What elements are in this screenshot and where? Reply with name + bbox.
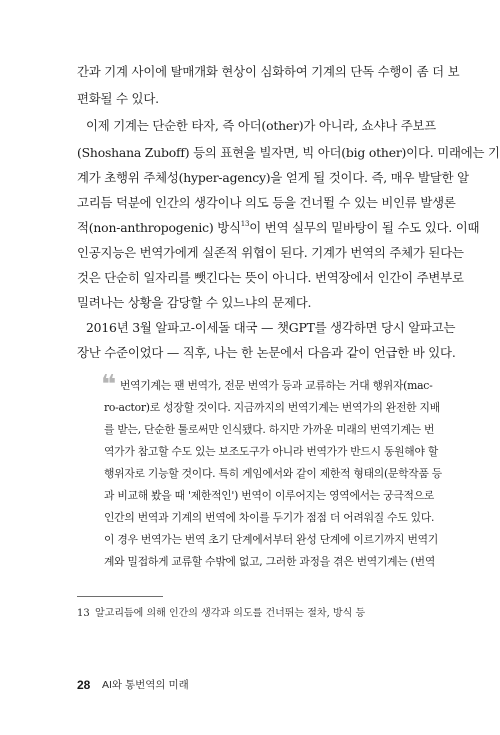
quote-line: 이 경우 번역가는 번역 초기 단계에서부터 완성 단계에 이르기까지 번역기 [104, 533, 439, 546]
body-line: (Shoshana Zuboff) 등의 표현을 빌자면, 빅 아더(big other)이다. 미래에는 기 [77, 145, 500, 160]
quote-line: 계와 밀접하게 교류할 수밖에 없고, 그러한 과정을 겪은 번역기계는 (번역 [104, 555, 435, 568]
quote-line: 번역기계는 팬 번역가, 전문 번역가 등과 교류하는 거대 행위자(mac- [120, 379, 433, 392]
running-title: AI와 통번역의 미래 [102, 679, 189, 691]
quote-line: 역가가 참고할 수도 있는 보조도구가 아니라 번역가가 반드시 동원해야 할 [104, 445, 439, 458]
quote-line: 를 받는, 단순한 툴로써만 인식됐다. 하지만 가까운 미래의 번역기계는 번 [104, 423, 435, 436]
body-line: 2016년 3월 알파고-이세돌 대국 — 챗GPT를 생각하면 당시 알파고는 [86, 320, 456, 335]
body-line: 편화될 수 있다. [77, 91, 159, 106]
body-line: 간과 기계 사이에 탈매개화 현상이 심화하여 기계의 단독 수행이 좀 더 보 [77, 64, 460, 79]
body-line: 것은 단순히 일자리를 뺏긴다는 뜻이 아니다. 번역장에서 인간이 주변부로 [77, 270, 464, 285]
quote-line: ro-actor)로 성장할 것이다. 지금까지의 번역기계는 번역가의 완전한 지배 [104, 401, 440, 414]
body-line-text: 이 번역 실무의 밑바탕이 될 수도 있다. 이때 [249, 220, 480, 235]
quote-line: 인간의 번역과 기계의 번역에 차이를 두기가 점점 더 어려워질 수도 있다. [104, 511, 435, 524]
footnote [77, 607, 427, 621]
quote-line: 행위자로 기능할 것이다. 특히 게임에서와 같이 제한적 형태의(문학작품 등 [104, 467, 442, 480]
body-line-text: 적(non-anthropogenic) 방식 [77, 220, 241, 235]
body-line: 밀려나는 상황을 감당할 수 있느냐의 문제다. [77, 295, 312, 310]
body-line: 이제 기계는 단순한 타자, 즉 아더(other)가 아니라, 쇼샤나 주보프 [86, 118, 437, 133]
body-line: 장난 수준이었다 — 직후, 나는 한 논문에서 다음과 같이 언급한 바 있다. [77, 345, 456, 360]
quote-line: 과 비교해 봤을 때 '제한적인') 번역이 이루어지는 영역에서는 궁극적으로 [104, 489, 435, 502]
body-line-with-footnote [77, 220, 480, 236]
body-line: 인공지능은 번역가에게 실존적 위협이 된다. 기계가 번역의 주체가 된다는 [77, 245, 464, 260]
quote-mark-icon: ❝ [101, 370, 114, 400]
body-line: 고리듬 덕분에 인간의 생각이나 의도 등을 건너뛸 수 있는 비인류 발생론 [77, 195, 456, 210]
footnote-text: 알고리듬에 의해 인간의 생각과 의도를 건너뛰는 절차, 방식 등 [95, 608, 366, 619]
page-number: 28 [77, 678, 91, 692]
body-line: 계가 초행위 주체성(hyper-agency)을 얻게 될 것이다. 즉, 매우 발달한 알 [77, 170, 469, 185]
footnote-divider [77, 596, 163, 597]
footnote-ref: 13 [240, 220, 250, 228]
footnote-number: 13 [77, 608, 90, 619]
